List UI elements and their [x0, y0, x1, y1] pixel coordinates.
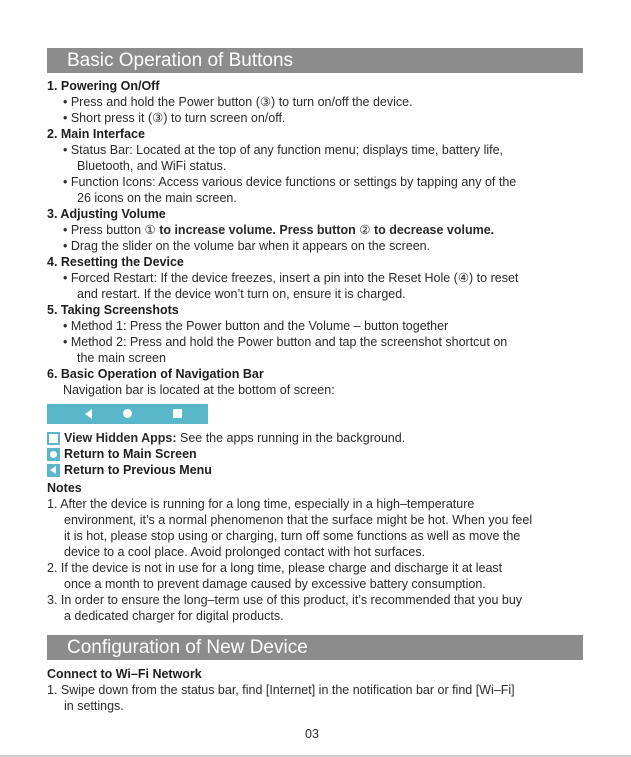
heading-powering: 1. Powering On/Off: [47, 79, 160, 93]
text-line: the main screen: [77, 351, 166, 365]
heading-notes: Notes: [47, 481, 82, 495]
volume-line: [63, 222, 494, 238]
text-run-bold: to increase volume. Press button: [159, 223, 360, 237]
heading-wifi: Connect to Wi–Fi Network: [47, 667, 202, 681]
text-line: • Status Bar: Located at the top of any function menu; displays time, battery life,: [63, 143, 504, 157]
text-line: and restart. If the device won’t turn on, ensure it is charged.: [77, 287, 406, 301]
heading-screenshots: 5. Taking Screenshots: [47, 303, 179, 317]
text-run-bold: to decrease volume.: [373, 223, 495, 237]
page-number: 03: [305, 727, 319, 741]
section-banner-configuration: Configuration of New Device: [47, 635, 583, 660]
text-line: 26 icons on the main screen.: [77, 191, 237, 205]
text-line: 3. In order to ensure the long–term use of this product, it’s recommended that you buy: [47, 593, 523, 607]
recent-apps-square-icon: [173, 409, 182, 418]
text-line: • Drag the slider on the volume bar when it appears on the screen.: [63, 239, 431, 253]
text-run: • Press button ①: [63, 223, 160, 237]
text-line: once a month to prevent damage caused by excessive battery consumption.: [64, 577, 486, 591]
section-banner-basic-operation: Basic Operation of Buttons: [47, 48, 583, 73]
heading-adjusting-volume: 3. Adjusting Volume: [47, 207, 166, 221]
text-line: 1. Swipe down from the status bar, find [Internet] in the notification bar or find [Wi–Fi]: [47, 683, 515, 697]
recent-apps-square-icon: [47, 432, 60, 445]
legend-home: Return to Main Screen: [64, 447, 197, 461]
text-line: Bluetooth, and WiFi status.: [77, 159, 227, 173]
back-triangle-icon: [47, 464, 60, 477]
heading-main-interface: 2. Main Interface: [47, 127, 145, 141]
heading-navigation-bar: 6. Basic Operation of Navigation Bar: [47, 367, 264, 381]
home-circle-icon: [47, 448, 60, 461]
text-line: • Short press it (③) to turn screen on/off.: [63, 111, 286, 125]
back-triangle-icon: [85, 409, 92, 419]
navigation-bar-illustration: [47, 404, 208, 424]
text-line: 2. If the device is not in use for a long time, please charge and discharge it at least: [47, 561, 503, 575]
text-line: • Method 1: Press the Power button and the Volume – button together: [63, 319, 449, 333]
text-line: 1. After the device is running for a long time, especially in a high–temperature: [47, 497, 475, 511]
legend-label-bold: View Hidden Apps:: [64, 431, 177, 445]
text-line: in settings.: [64, 699, 124, 713]
text-line: • Method 2: Press and hold the Power button and tap the screenshot shortcut on: [63, 335, 508, 349]
text-line: • Forced Restart: If the device freezes, insert a pin into the Reset Hole (④) to reset: [63, 271, 519, 285]
text-run: ②: [359, 223, 374, 237]
text-line: it is hot, please stop using or charging, turn off some functions as well as move the: [64, 529, 521, 543]
text-line: a dedicated charger for digital products.: [64, 609, 284, 623]
heading-resetting: 4. Resetting the Device: [47, 255, 184, 269]
text-line: environment, it’s a normal phenomenon that the surface might be hot. When you feel: [64, 513, 533, 527]
legend-back: Return to Previous Menu: [64, 463, 212, 477]
home-circle-icon: [123, 409, 132, 418]
text-line: Navigation bar is located at the bottom of screen:: [63, 383, 335, 397]
legend-hidden-apps: [64, 430, 405, 446]
text-line: • Press and hold the Power button (③) to turn on/off the device.: [63, 95, 413, 109]
legend-description: See the apps running in the background.: [176, 431, 406, 445]
text-line: • Function Icons: Access various device functions or settings by tapping any of the: [63, 175, 517, 189]
text-line: device to a cool place. Avoid prolonged contact with hot surfaces.: [64, 545, 426, 559]
